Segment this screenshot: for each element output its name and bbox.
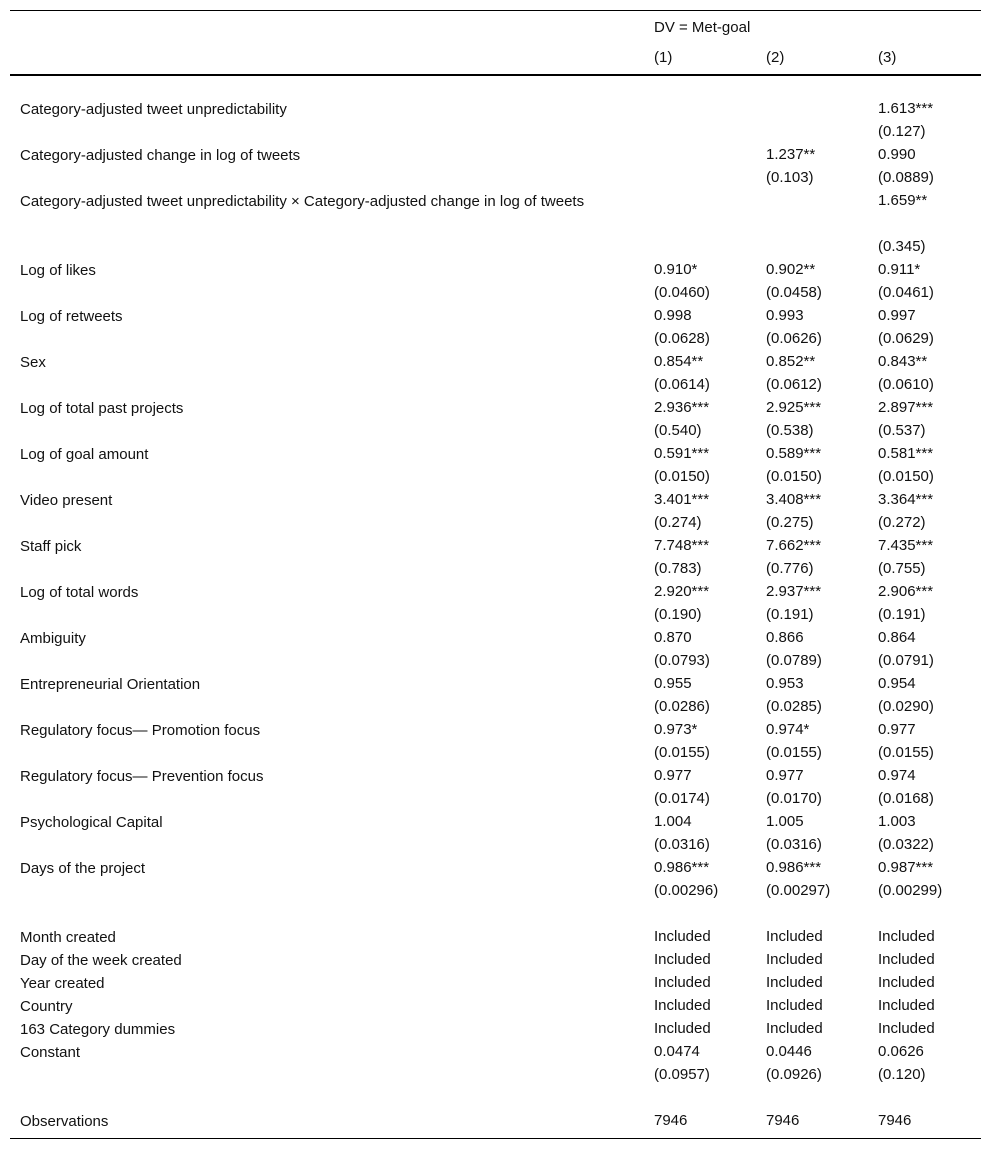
standard-error-cell: (0.0461) <box>878 283 934 301</box>
standard-error-row <box>10 283 981 306</box>
coefficient-cell: 3.364*** <box>878 490 934 508</box>
empty-label-cell <box>10 513 644 536</box>
standard-error-row <box>10 789 981 812</box>
coefficient-row <box>10 490 981 513</box>
coefficient-row <box>10 306 981 329</box>
standard-error-cell: (0.0793) <box>654 651 710 669</box>
coefficient-row <box>10 674 981 697</box>
standard-error-cell: (0.0610) <box>878 375 934 393</box>
standard-error-row <box>10 329 981 352</box>
standard-error-cell: (0.00296) <box>654 881 719 899</box>
spacer-row <box>10 75 981 99</box>
standard-error-cell: (0.0628) <box>654 329 710 347</box>
control-label: Month created <box>20 928 116 946</box>
standard-error-cell: (0.275) <box>766 513 814 531</box>
coefficient-cell: 7.748*** <box>654 536 710 554</box>
variable-label: Ambiguity <box>20 629 86 647</box>
coefficient-row <box>10 191 981 237</box>
standard-error-cell: (0.0150) <box>766 467 822 485</box>
standard-error-cell: (0.127) <box>878 122 926 140</box>
header-row-columns <box>10 45 981 75</box>
constant-cell: 0.0474 <box>654 1042 700 1060</box>
coefficient-cell: 0.998 <box>654 306 692 324</box>
standard-error-row <box>10 375 981 398</box>
empty-label-cell <box>10 329 644 352</box>
empty-label-cell <box>10 605 644 628</box>
empty-label-cell <box>10 651 644 674</box>
spacer-cell <box>868 75 981 99</box>
coefficient-cell <box>644 99 756 122</box>
control-included-cell: Included <box>878 996 935 1014</box>
observations-cell: 7946 <box>644 1111 756 1139</box>
coefficient-cell: 0.864 <box>878 628 916 646</box>
standard-error-cell: (0.776) <box>766 559 814 577</box>
standard-error-cell <box>756 237 868 260</box>
control-row <box>10 996 981 1019</box>
standard-error-cell: (0.103) <box>766 168 814 186</box>
variable-label: Category-adjusted tweet unpredictability <box>20 100 287 118</box>
coefficient-row <box>10 398 981 421</box>
coefficient-cell: 0.973* <box>654 720 698 738</box>
spacer-cell <box>756 1088 868 1111</box>
coefficient-cell: 0.974 <box>878 766 916 784</box>
column-header-1: (1) <box>644 45 756 75</box>
spacer-cell <box>868 1088 981 1111</box>
standard-error-cell: (0.0170) <box>766 789 822 807</box>
control-included-cell: Included <box>878 950 935 968</box>
observations-cell: 7946 <box>756 1111 868 1139</box>
constant-se-cell: (0.0957) <box>654 1065 710 1083</box>
empty-label-cell <box>10 1065 644 1088</box>
column-header-2: (2) <box>756 45 868 75</box>
empty-label-cell <box>10 881 644 904</box>
standard-error-cell: (0.0168) <box>878 789 934 807</box>
standard-error-cell: (0.272) <box>878 513 926 531</box>
control-row <box>10 950 981 973</box>
variable-label: Log of retweets <box>20 307 123 325</box>
variable-label: Entrepreneurial Orientation <box>20 675 201 693</box>
spacer-cell <box>10 1088 644 1111</box>
variable-label: Regulatory focus— Promotion focus <box>20 721 261 739</box>
standard-error-row <box>10 421 981 444</box>
control-included-cell: Included <box>654 996 711 1014</box>
control-included-cell: Included <box>766 927 823 945</box>
coefficient-cell <box>644 145 756 168</box>
regression-table <box>10 10 981 1139</box>
coefficient-cell: 0.866 <box>766 628 804 646</box>
constant-cell: 0.0626 <box>878 1042 924 1060</box>
standard-error-cell: (0.0791) <box>878 651 934 669</box>
coefficient-cell: 0.977 <box>654 766 692 784</box>
control-row <box>10 927 981 950</box>
control-included-cell: Included <box>766 973 823 991</box>
dv-label: DV = Met-goal <box>644 11 981 45</box>
empty-label-cell <box>10 467 644 490</box>
variable-label: Psychological Capital <box>20 813 163 831</box>
empty-label-cell <box>10 697 644 720</box>
coefficient-cell: 3.408*** <box>766 490 822 508</box>
coefficient-cell: 0.977 <box>766 766 804 784</box>
coefficient-row <box>10 582 981 605</box>
standard-error-cell: (0.0155) <box>654 743 710 761</box>
standard-error-cell: (0.537) <box>878 421 926 439</box>
standard-error-cell: (0.755) <box>878 559 926 577</box>
standard-error-row <box>10 651 981 674</box>
standard-error-row <box>10 697 981 720</box>
spacer-cell <box>644 75 756 99</box>
coefficient-row <box>10 260 981 283</box>
coefficient-cell: 0.986*** <box>654 858 710 876</box>
standard-error-row <box>10 168 981 191</box>
variable-label: Log of likes <box>20 261 96 279</box>
standard-error-cell: (0.0889) <box>878 168 934 186</box>
constant-se-row <box>10 1065 981 1088</box>
standard-error-cell: (0.0460) <box>654 283 710 301</box>
standard-error-cell: (0.0150) <box>654 467 710 485</box>
standard-error-cell: (0.538) <box>766 421 814 439</box>
coefficient-cell: 2.937*** <box>766 582 822 600</box>
standard-error-cell: (0.0286) <box>654 697 710 715</box>
coefficient-cell: 0.986*** <box>766 858 822 876</box>
standard-error-row <box>10 122 981 145</box>
variable-label: Staff pick <box>20 537 82 555</box>
empty-label-cell <box>10 421 644 444</box>
constant-label: Constant <box>20 1043 81 1061</box>
variable-label: Sex <box>20 353 46 371</box>
standard-error-cell: (0.0322) <box>878 835 934 853</box>
control-included-cell: Included <box>654 1019 711 1037</box>
standard-error-cell <box>644 122 756 145</box>
coefficient-row <box>10 812 981 835</box>
coefficient-row <box>10 352 981 375</box>
coefficient-row <box>10 858 981 881</box>
regression-table-container <box>10 10 981 1139</box>
control-label: Day of the week created <box>20 951 182 969</box>
variable-label: Log of total words <box>20 583 139 601</box>
spacer-cell <box>644 1088 756 1111</box>
standard-error-cell: (0.191) <box>766 605 814 623</box>
control-label: Country <box>20 997 73 1015</box>
standard-error-cell: (0.274) <box>654 513 702 531</box>
constant-se-cell: (0.120) <box>878 1065 926 1083</box>
spacer-cell <box>756 75 868 99</box>
variable-label: Category-adjusted change in log of tweets <box>20 146 301 164</box>
coefficient-cell: 1.003 <box>878 812 916 830</box>
column-header-3: (3) <box>868 45 981 75</box>
standard-error-cell: (0.0612) <box>766 375 822 393</box>
table-body <box>10 75 981 1139</box>
spacer-row <box>10 1088 981 1111</box>
coefficient-cell: 0.954 <box>878 674 916 692</box>
standard-error-cell: (0.0155) <box>878 743 934 761</box>
control-row <box>10 973 981 996</box>
coefficient-cell <box>644 191 756 237</box>
spacer-cell <box>644 904 756 927</box>
standard-error-row <box>10 237 981 260</box>
coefficient-cell: 3.401*** <box>654 490 710 508</box>
empty-label-cell <box>10 168 644 191</box>
coefficient-row <box>10 720 981 743</box>
standard-error-row <box>10 743 981 766</box>
variable-label: Log of total past projects <box>20 399 184 417</box>
standard-error-cell: (0.783) <box>654 559 702 577</box>
coefficient-cell: 0.852** <box>766 352 816 370</box>
standard-error-cell: (0.0789) <box>766 651 822 669</box>
control-included-cell: Included <box>878 973 935 991</box>
variable-label: Log of goal amount <box>20 445 149 463</box>
coefficient-cell: 0.987*** <box>878 858 934 876</box>
control-included-cell: Included <box>878 927 935 945</box>
coefficient-cell: 2.925*** <box>766 398 822 416</box>
empty-label-cell <box>10 122 644 145</box>
standard-error-cell: (0.0316) <box>654 835 710 853</box>
variable-label: Regulatory focus— Prevention focus <box>20 767 264 785</box>
empty-label-cell <box>10 283 644 306</box>
standard-error-cell: (0.0290) <box>878 697 934 715</box>
coefficient-cell: 0.854** <box>654 352 704 370</box>
variable-label: Video present <box>20 491 113 509</box>
standard-error-row <box>10 605 981 628</box>
empty-label-cell <box>10 789 644 812</box>
observations-row <box>10 1111 981 1139</box>
control-included-cell: Included <box>766 1019 823 1037</box>
standard-error-cell <box>756 122 868 145</box>
standard-error-cell: (0.00297) <box>766 881 831 899</box>
spacer-cell <box>10 904 644 927</box>
header-empty-cell <box>10 11 644 45</box>
standard-error-cell: (0.00299) <box>878 881 943 899</box>
coefficient-cell: 1.237** <box>766 145 816 163</box>
constant-se-cell: (0.0926) <box>766 1065 822 1083</box>
standard-error-cell: (0.540) <box>654 421 702 439</box>
standard-error-cell: (0.190) <box>654 605 702 623</box>
spacer-cell <box>756 904 868 927</box>
standard-error-cell <box>644 237 756 260</box>
coefficient-row <box>10 99 981 122</box>
coefficient-row <box>10 766 981 789</box>
empty-label-cell <box>10 743 644 766</box>
coefficient-cell: 0.997 <box>878 306 916 324</box>
coefficient-cell: 7.435*** <box>878 536 934 554</box>
control-label: 163 Category dummies <box>20 1020 176 1038</box>
constant-row <box>10 1042 981 1065</box>
coefficient-cell: 1.613*** <box>878 99 934 117</box>
coefficient-cell: 2.920*** <box>654 582 710 600</box>
standard-error-cell: (0.0316) <box>766 835 822 853</box>
coefficient-cell: 1.004 <box>654 812 692 830</box>
spacer-row <box>10 904 981 927</box>
coefficient-row <box>10 536 981 559</box>
spacer-cell <box>10 75 644 99</box>
coefficient-cell: 0.977 <box>878 720 916 738</box>
control-included-cell: Included <box>654 973 711 991</box>
header-row-dv <box>10 11 981 45</box>
variable-label: Days of the project <box>20 859 146 877</box>
spacer-cell <box>868 904 981 927</box>
control-included-cell: Included <box>654 927 711 945</box>
empty-label-cell <box>10 375 644 398</box>
control-included-cell: Included <box>766 950 823 968</box>
coefficient-cell: 2.897*** <box>878 398 934 416</box>
coefficient-cell: 1.005 <box>766 812 804 830</box>
standard-error-cell: (0.0155) <box>766 743 822 761</box>
control-label: Year created <box>20 974 105 992</box>
empty-label-cell <box>10 559 644 582</box>
standard-error-cell: (0.191) <box>878 605 926 623</box>
coefficient-cell: 0.990 <box>878 145 916 163</box>
coefficient-row <box>10 444 981 467</box>
standard-error-row <box>10 835 981 858</box>
standard-error-cell: (0.0614) <box>654 375 710 393</box>
control-included-cell: Included <box>878 1019 935 1037</box>
standard-error-cell: (0.0626) <box>766 329 822 347</box>
coefficient-cell: 0.974* <box>766 720 810 738</box>
coefficient-row <box>10 145 981 168</box>
standard-error-cell: (0.0174) <box>654 789 710 807</box>
coefficient-cell: 0.910* <box>654 260 698 278</box>
coefficient-cell: 0.993 <box>766 306 804 324</box>
coefficient-row <box>10 628 981 651</box>
constant-cell: 0.0446 <box>766 1042 812 1060</box>
header-empty-cell <box>10 45 644 75</box>
standard-error-row <box>10 467 981 490</box>
coefficient-cell: 0.589*** <box>766 444 822 462</box>
standard-error-cell <box>644 168 756 191</box>
coefficient-cell: 2.906*** <box>878 582 934 600</box>
standard-error-cell: (0.0629) <box>878 329 934 347</box>
standard-error-cell: (0.0458) <box>766 283 822 301</box>
standard-error-row <box>10 559 981 582</box>
observations-cell: 7946 <box>868 1111 981 1139</box>
coefficient-cell <box>756 99 868 122</box>
standard-error-cell: (0.345) <box>878 237 926 255</box>
coefficient-cell: 0.591*** <box>654 444 710 462</box>
variable-label: Category-adjusted tweet unpredictability × Category-adjusted change in log of tweets <box>20 192 585 210</box>
coefficient-cell: 0.911* <box>878 260 921 278</box>
coefficient-cell: 0.870 <box>654 628 692 646</box>
coefficient-cell: 7.662*** <box>766 536 822 554</box>
coefficient-cell: 0.843** <box>878 352 928 370</box>
control-included-cell: Included <box>766 996 823 1014</box>
standard-error-cell: (0.0150) <box>878 467 934 485</box>
standard-error-row <box>10 513 981 536</box>
empty-label-cell <box>10 835 644 858</box>
observations-label: Observations <box>10 1111 644 1139</box>
coefficient-cell: 2.936*** <box>654 398 710 416</box>
coefficient-cell: 0.955 <box>654 674 692 692</box>
coefficient-cell: 0.581*** <box>878 444 934 462</box>
standard-error-cell: (0.0285) <box>766 697 822 715</box>
standard-error-row <box>10 881 981 904</box>
coefficient-cell: 1.659** <box>878 191 928 209</box>
coefficient-cell: 0.953 <box>766 674 804 692</box>
coefficient-cell: 0.902** <box>766 260 816 278</box>
control-included-cell: Included <box>654 950 711 968</box>
empty-label-cell <box>10 237 644 260</box>
coefficient-cell <box>756 191 868 237</box>
control-row <box>10 1019 981 1042</box>
